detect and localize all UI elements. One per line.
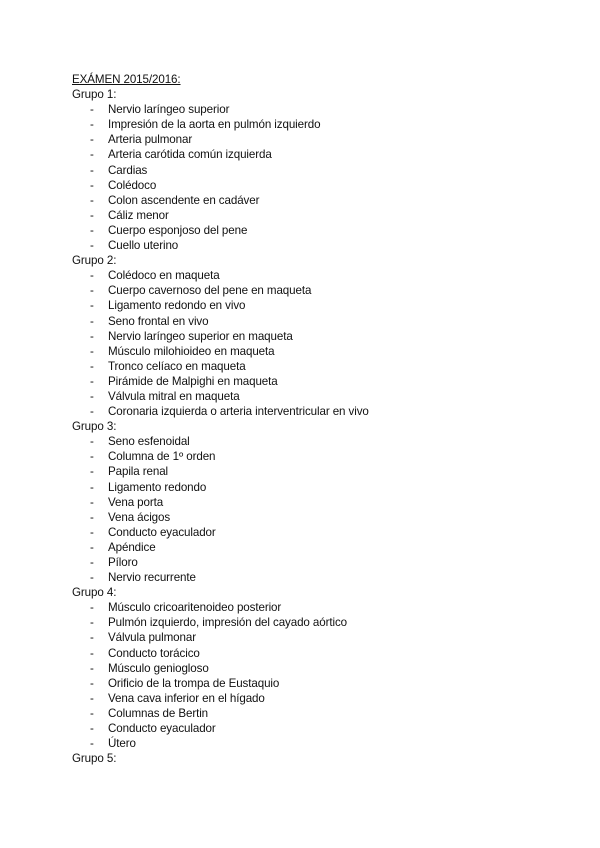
list-item (72, 615, 542, 630)
list-bullet: - (90, 223, 94, 237)
list-item-text: Vena ácigos (108, 510, 171, 524)
list-item-text: Seno esfenoidal (108, 435, 190, 449)
list-item-text: Músculo geniogloso (108, 661, 209, 675)
list-bullet: - (90, 465, 94, 479)
list-item-text: Arteria pulmonar (108, 133, 193, 147)
list-item (72, 374, 542, 389)
list-item-text: Coronaria izquierda o arteria interventricular en vivo (108, 405, 369, 419)
list-item-text: Pulmón izquierdo, impresión del cayado aórtico (108, 616, 347, 630)
list-item-text: Útero (108, 737, 136, 751)
group-heading: Grupo 2: (72, 254, 117, 268)
list-bullet: - (90, 118, 94, 132)
list-bullet: - (90, 540, 94, 554)
list-item (72, 268, 542, 283)
list-bullet: - (90, 239, 94, 253)
list-item-text: Seno frontal en vivo (108, 314, 209, 328)
list-item-text: Cardias (108, 163, 148, 177)
list-item-text: Nervio recurrente (108, 571, 196, 585)
list-bullet: - (90, 691, 94, 705)
list-item (72, 389, 542, 404)
list-item (72, 646, 542, 661)
list-item (72, 102, 542, 117)
list-item (72, 510, 542, 525)
list-item (72, 676, 542, 691)
list-bullet: - (90, 269, 94, 283)
list-bullet: - (90, 148, 94, 162)
list-item (72, 208, 542, 223)
list-bullet: - (90, 133, 94, 147)
list-item (72, 223, 542, 238)
list-item-text: Cuello uterino (108, 239, 179, 253)
list-item (72, 344, 542, 359)
list-bullet: - (90, 661, 94, 675)
list-bullet: - (90, 631, 94, 645)
list-item (72, 147, 542, 162)
list-bullet: - (90, 601, 94, 615)
list-item (72, 464, 542, 479)
group-section (72, 253, 542, 419)
list-item-text: Nervio laríngeo superior (108, 103, 230, 117)
list-item (72, 449, 542, 464)
list-bullet: - (90, 344, 94, 358)
list-item-text: Papila renal (108, 465, 169, 479)
list-item (72, 736, 542, 751)
list-item-text: Vena porta (108, 495, 164, 509)
list-item-text: Apéndice (108, 540, 156, 554)
list-item-text: Colédoco (108, 178, 157, 192)
group-section (72, 419, 542, 585)
list-bullet: - (90, 525, 94, 539)
list-item-text: Cuerpo cavernoso del pene en maqueta (108, 284, 312, 298)
list-item (72, 706, 542, 721)
list-item-text: Conducto eyaculador (108, 722, 216, 736)
list-bullet: - (90, 571, 94, 585)
list-item-text: Músculo cricoaritenoideo posterior (108, 601, 282, 615)
list-bullet: - (90, 284, 94, 298)
list-bullet: - (90, 495, 94, 509)
list-item (72, 163, 542, 178)
list-item-text: Pirámide de Malpighi en maqueta (108, 374, 278, 388)
list-item (72, 630, 542, 645)
list-item (72, 193, 542, 208)
group-heading: Grupo 3: (72, 420, 117, 434)
list-bullet: - (90, 676, 94, 690)
list-bullet: - (90, 389, 94, 403)
list-bullet: - (90, 646, 94, 660)
list-item-text: Ligamento redondo en vivo (108, 299, 246, 313)
list-item-text: Vena cava inferior en el hígado (108, 691, 265, 705)
list-item-text: Colon ascendente en cadáver (108, 193, 260, 207)
group-item-list (72, 434, 542, 585)
list-bullet: - (90, 480, 94, 494)
group-heading: Grupo 4: (72, 586, 117, 600)
list-item (72, 525, 542, 540)
list-item-text: Impresión de la aorta en pulmón izquierdo (108, 118, 321, 132)
list-bullet: - (90, 556, 94, 569)
list-item (72, 570, 542, 585)
list-bullet: - (90, 163, 94, 177)
document-title: EXÁMEN 2015/2016: (72, 73, 181, 86)
list-item (72, 721, 542, 736)
group-item-list (72, 268, 542, 419)
list-item-text: Tronco celíaco en maqueta (108, 359, 246, 373)
list-item (72, 480, 542, 495)
list-bullet: - (90, 314, 94, 328)
list-item (72, 238, 542, 253)
list-item-text: Válvula mitral en maqueta (108, 389, 240, 403)
list-item-text: Columnas de Bertin (108, 706, 209, 720)
list-item-text: Cáliz menor (108, 208, 169, 222)
list-item-text: Píloro (108, 556, 138, 569)
list-bullet: - (90, 405, 94, 419)
group-heading: Grupo 5: (72, 752, 117, 766)
document-content (72, 72, 542, 766)
list-item (72, 359, 542, 374)
list-bullet: - (90, 450, 94, 464)
list-bullet: - (90, 510, 94, 524)
group-heading: Grupo 1: (72, 88, 117, 102)
list-item-text: Conducto torácico (108, 646, 200, 660)
list-bullet: - (90, 706, 94, 720)
list-item (72, 314, 542, 329)
list-bullet: - (90, 737, 94, 751)
list-item (72, 178, 542, 193)
list-item (72, 132, 542, 147)
list-item (72, 404, 542, 419)
list-bullet: - (90, 299, 94, 313)
list-bullet: - (90, 103, 94, 117)
list-item-text: Nervio laríngeo superior en maqueta (108, 329, 293, 343)
list-bullet: - (90, 359, 94, 373)
list-item (72, 283, 542, 298)
list-item (72, 600, 542, 615)
list-item-text: Arteria carótida común izquierda (108, 148, 272, 162)
list-item-text: Ligamento redondo (108, 480, 207, 494)
list-bullet: - (90, 193, 94, 207)
list-item (72, 495, 542, 510)
list-bullet: - (90, 374, 94, 388)
group-section (72, 585, 542, 751)
group-section (72, 751, 542, 766)
list-item-text: Conducto eyaculador (108, 525, 216, 539)
group-list (72, 87, 542, 766)
list-item (72, 434, 542, 449)
list-bullet: - (90, 208, 94, 222)
list-item (72, 661, 542, 676)
list-item (72, 540, 542, 555)
list-bullet: - (90, 329, 94, 343)
list-item (72, 691, 542, 706)
list-item (72, 329, 542, 344)
list-item (72, 298, 542, 313)
list-item-text: Músculo milohioideo en maqueta (108, 344, 275, 358)
list-item-text: Válvula pulmonar (108, 631, 196, 645)
list-item-text: Cuerpo esponjoso del pene (108, 223, 248, 237)
list-item (72, 117, 542, 132)
list-item-text: Orificio de la trompa de Eustaquio (108, 676, 280, 690)
list-bullet: - (90, 722, 94, 736)
list-item (72, 555, 542, 570)
list-bullet: - (90, 178, 94, 192)
list-item-text: Columna de 1º orden (108, 450, 216, 464)
group-section (72, 87, 542, 253)
list-item-text: Colédoco en maqueta (108, 269, 220, 283)
group-item-list (72, 600, 542, 751)
list-bullet: - (90, 435, 94, 449)
group-item-list (72, 102, 542, 253)
list-bullet: - (90, 616, 94, 630)
